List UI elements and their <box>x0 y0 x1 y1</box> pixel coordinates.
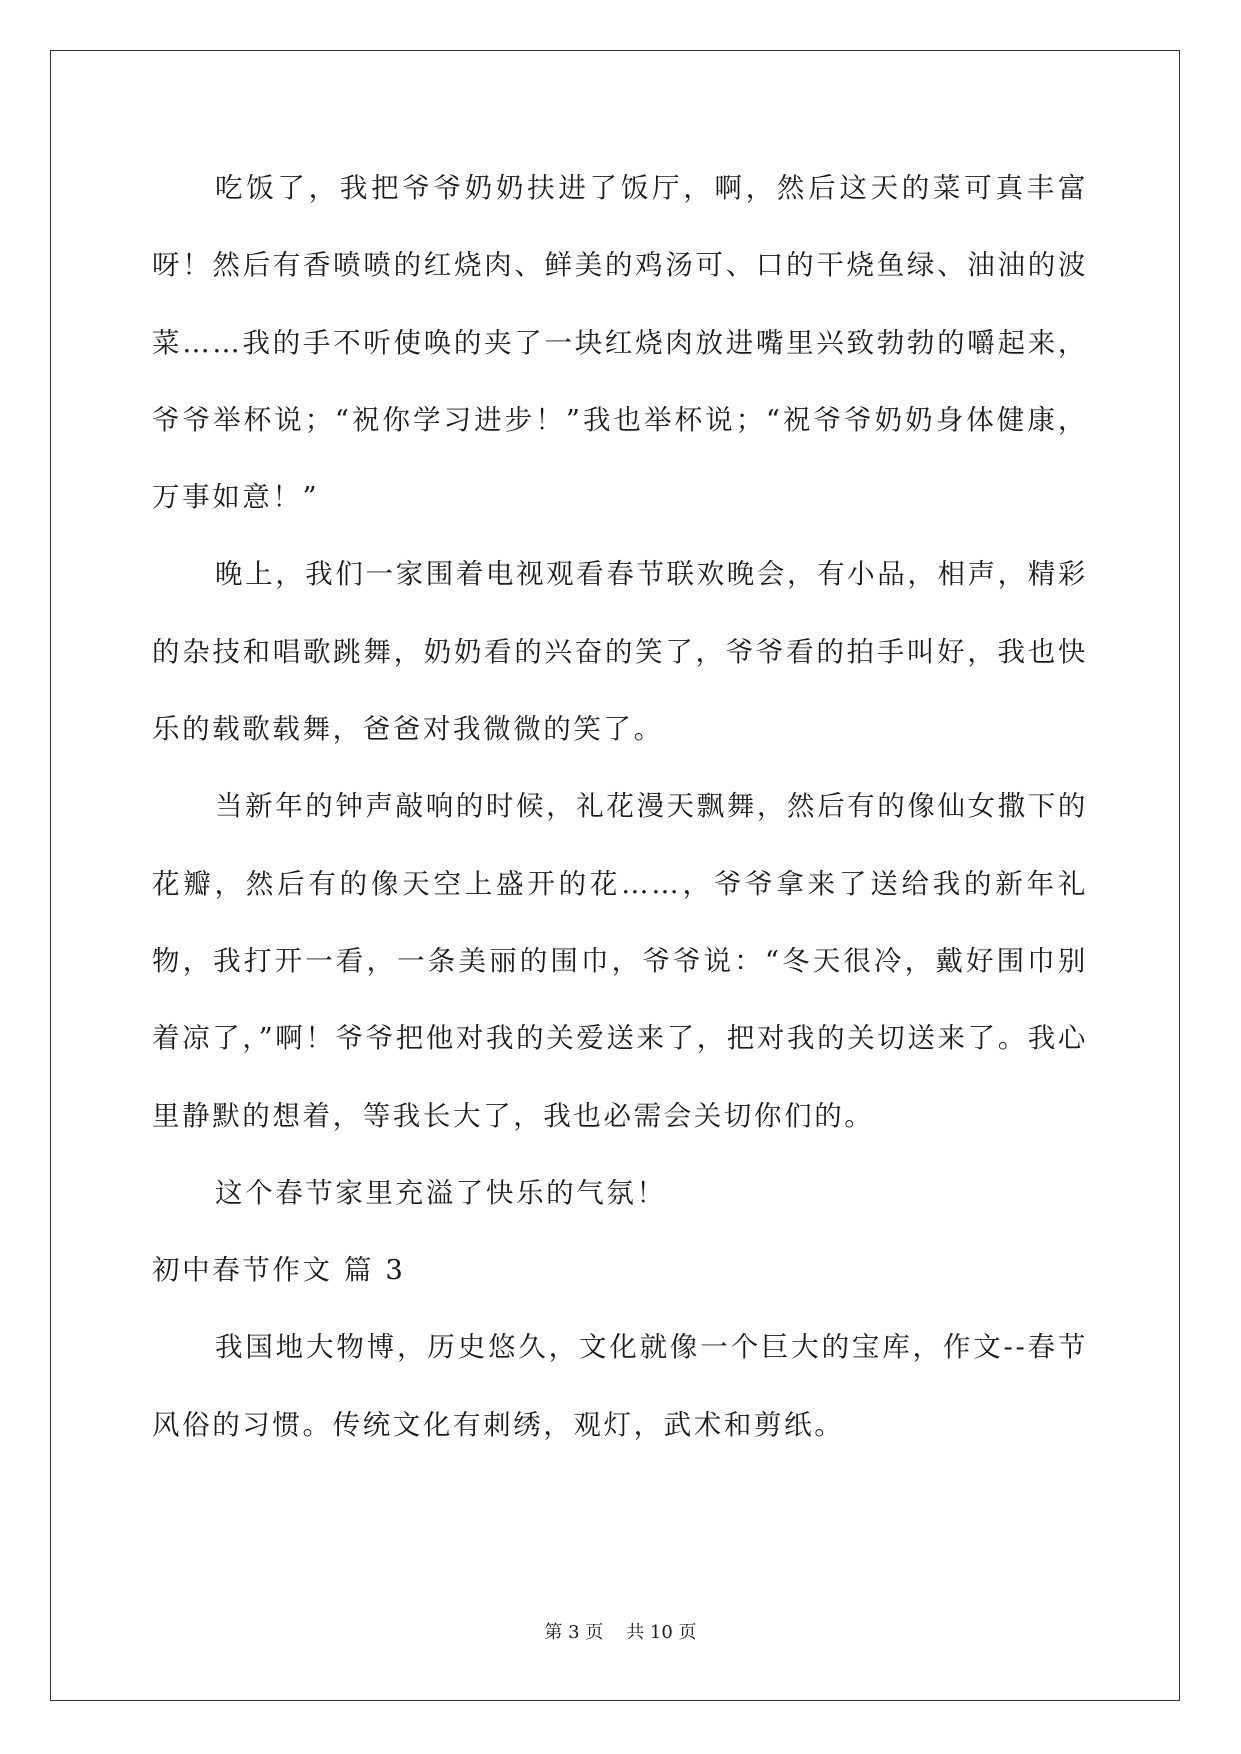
paragraph-new-year: 当新年的钟声敲响的时候，礼花漫天飘舞，然后有的像仙女撒下的花瓣，然后有的像天空上盛开的花……，爷爷拿来了送给我的新年礼物，我打开一看，一条美丽的围巾，爷爷说：“冬天很冷，戴好围巾别着凉了，”啊！爷爷把他对我的关爱送来了，把对我的关切送来了。我心里静默的想着，等我长大了，我也必需会关切你们的。 <box>152 790 1089 1132</box>
page-number-footer: 第 3 页 共 10 页 <box>544 1622 697 1643</box>
paragraph-dinner: 吃饭了，我把爷爷奶奶扶进了饭厅，啊，然后这天的菜可真丰富呀！然后有香喷喷的红烧肉、鲜美的鸡汤可、口的干烧鱼绿、油油的波菜……我的手不听使唤的夹了一块红烧肉放进嘴里兴致勃勃的嚼起来，爷爷举杯说；“祝你学习进步！”我也举杯说；“祝爷爷奶奶身体健康，万事如意！” <box>152 172 1088 514</box>
paragraph-evening: 晚上，我们一家围着电视观看春节联欢晚会，有小品，相声，精彩的杂技和唱歌跳舞，奶奶看的兴奋的笑了，爷爷看的拍手叫好，我也快乐的载歌载舞，爸爸对我微微的笑了。 <box>152 558 1088 746</box>
paragraph-conclusion: 这个春节家里充溢了快乐的气氛！ <box>215 1176 667 1209</box>
document-body <box>152 150 1088 1464</box>
paragraph-culture: 我国地大物博，历史悠久，文化就像一个巨大的宝库，作文--春节风俗的习惯。传统文化有刺绣，观灯，武术和剪纸。 <box>152 1331 1088 1441</box>
section-heading: 初中春节作文 篇 3 <box>152 1254 406 1287</box>
